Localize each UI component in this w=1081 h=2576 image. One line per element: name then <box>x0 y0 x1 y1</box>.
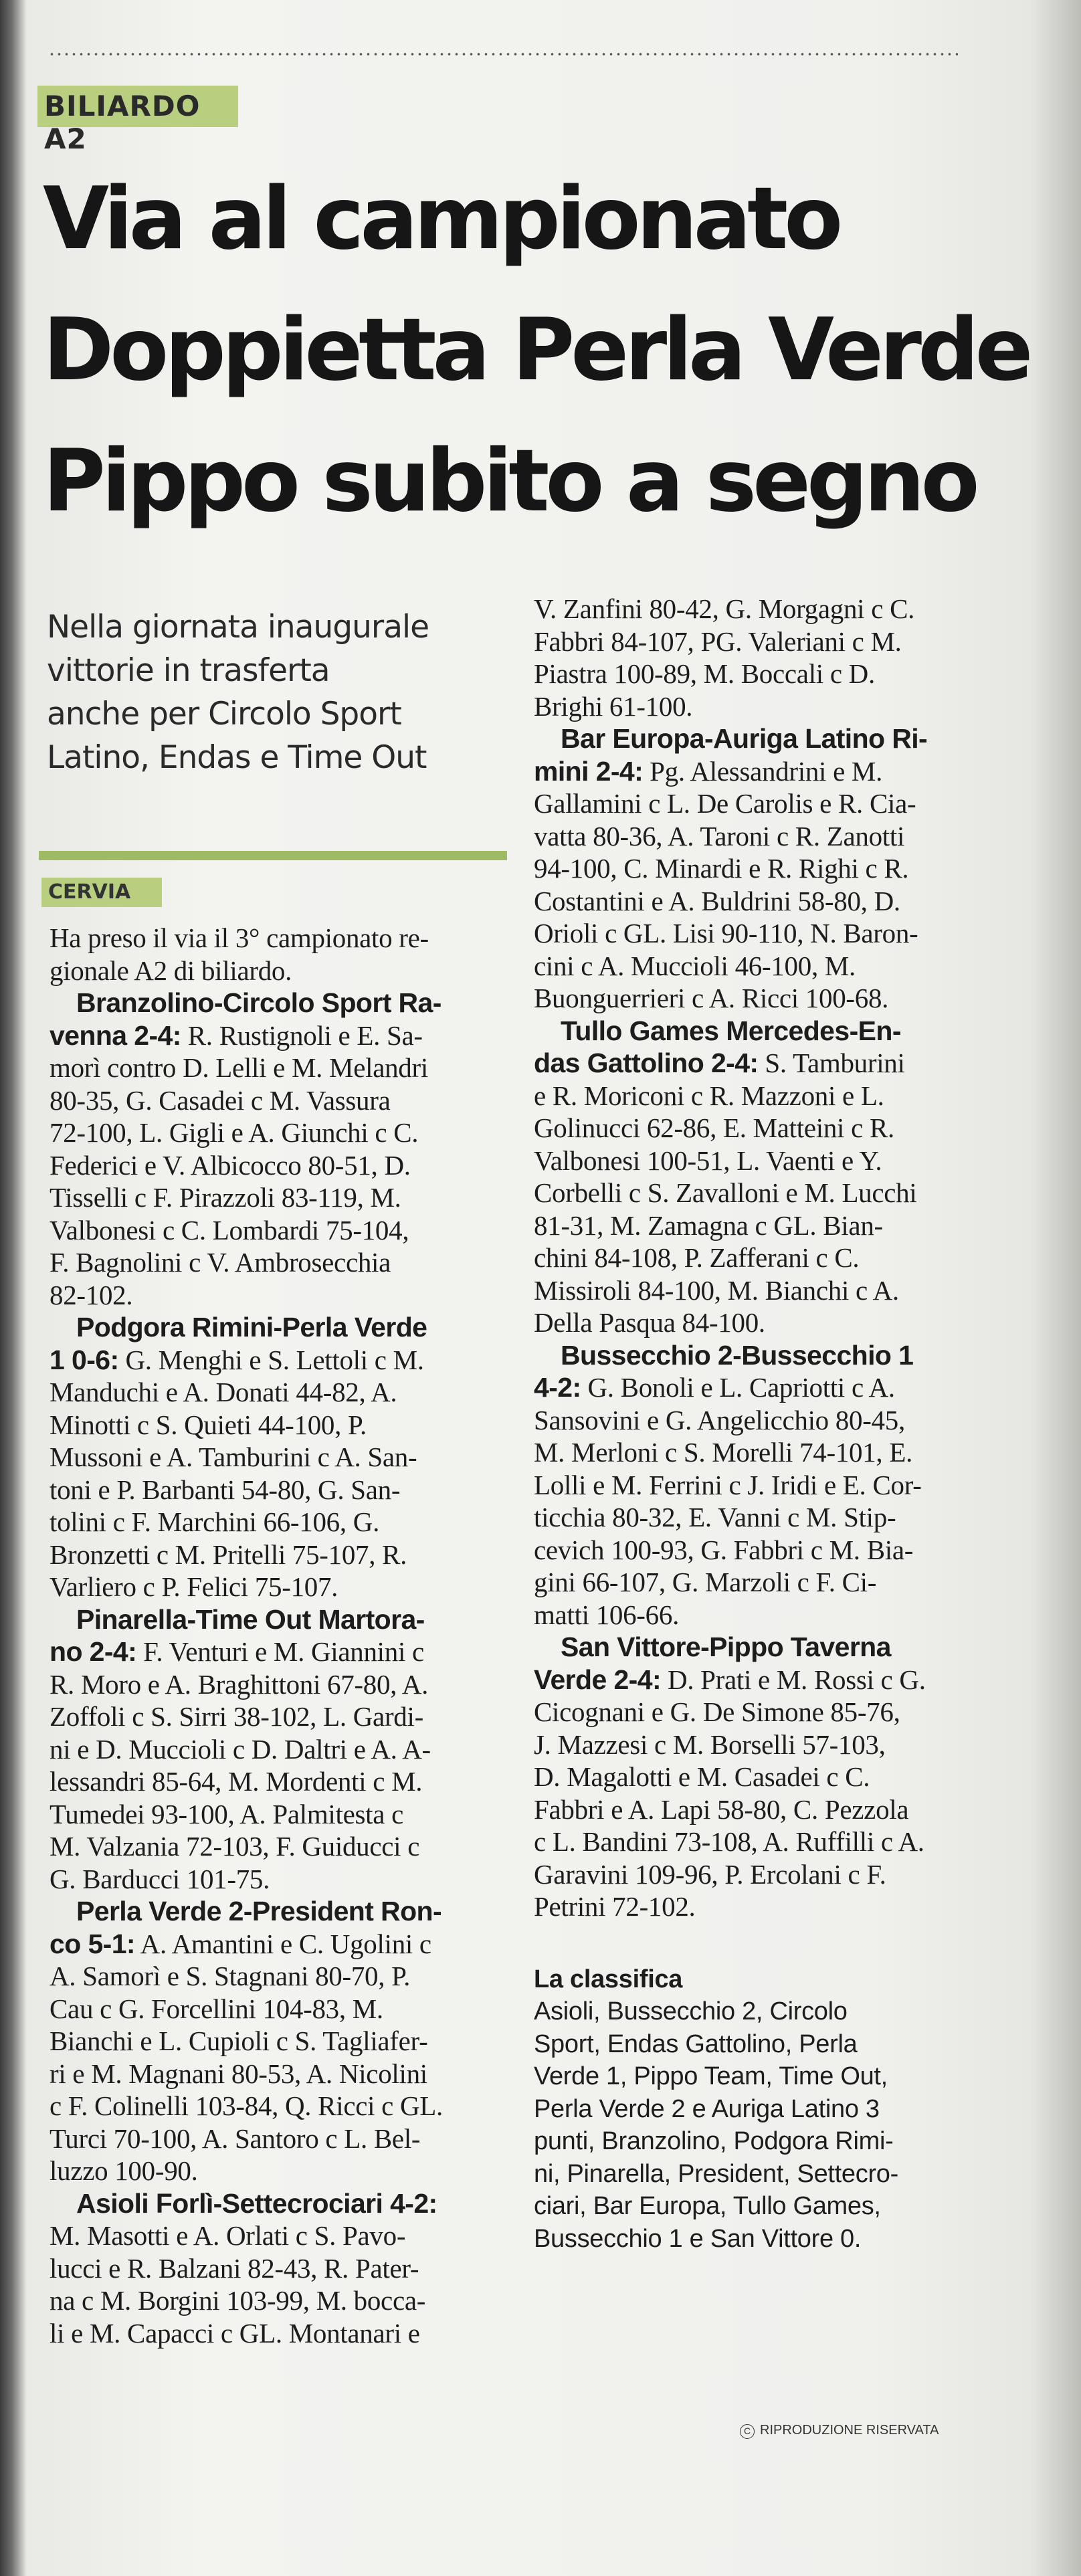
article-line <box>534 722 1022 755</box>
article-line <box>534 1242 1022 1274</box>
headline <box>43 154 1033 547</box>
line-text: gini 66-107, G. Marzoli c F. Ci- <box>534 1567 877 1597</box>
match-heading: Bussecchio 2-Bussecchio 1 <box>561 1339 914 1371</box>
article-line <box>534 1080 1022 1112</box>
article-line <box>534 1696 1022 1728</box>
line-text: Petrini 72-102. <box>534 1891 696 1922</box>
location-tag <box>41 878 162 907</box>
article-line <box>50 1246 531 1279</box>
line-text: Piastra 100-89, M. Boccali c D. <box>534 658 875 689</box>
article-line <box>534 1436 1022 1469</box>
article-line <box>534 1728 1022 1761</box>
line-text: Fabbri e A. Lapi 58-80, C. Pezzola <box>534 1793 909 1825</box>
match-heading: no 2-4: <box>50 1636 137 1667</box>
dotted-rule <box>48 51 958 58</box>
green-divider <box>39 851 507 860</box>
line-text: Sansovini e G. Angelicchio 80-45, <box>534 1404 905 1435</box>
line-text: F. Venturi e M. Giannini c <box>136 1636 424 1667</box>
match-heading: San Vittore-Pippo Taverna <box>561 1631 891 1662</box>
article-line <box>50 1636 531 1668</box>
line-text: 80-35, G. Casadei c M. Vassura <box>50 1084 391 1116</box>
line-text: vatta 80-36, A. Taroni c R. Zanotti <box>534 820 905 852</box>
match-heading: Branzolino-Circolo Sport Ra- <box>76 987 441 1018</box>
article-line <box>534 1177 1022 1209</box>
article-line <box>534 982 1022 1015</box>
article-line <box>534 885 1022 918</box>
section-label: BILIARDO A2 <box>44 90 201 155</box>
line-text: Missiroli 84-100, M. Bianchi c A. <box>534 1274 899 1306</box>
article-line <box>534 1404 1022 1437</box>
match-heading: co 5-1: <box>50 1928 135 1959</box>
article-line <box>50 2155 531 2187</box>
line-text: Gallamini c L. De Carolis e R. Cia- <box>534 788 916 819</box>
match-heading: Bar Europa-Auriga Latino Ri- <box>561 723 928 754</box>
line-text: F. Bagnolini c V. Ambrosecchia <box>50 1247 391 1278</box>
article-line <box>50 2252 531 2285</box>
line-text: Cau c G. Forcellini 104-83, M. <box>50 1993 383 2024</box>
article-line <box>534 1501 1022 1534</box>
line-text: 94-100, C. Minardi e R. Righi c R. <box>534 853 909 884</box>
line-text: tolini c F. Marchini 66-106, G. <box>50 1506 380 1537</box>
article-line <box>534 1793 1022 1826</box>
line-text: chini 84-108, P. Zafferani c C. <box>534 1242 860 1273</box>
subhead-line: anche per Circolo Sport <box>47 696 401 732</box>
article-line <box>534 1631 1022 1664</box>
article-line <box>534 1534 1022 1567</box>
line-text: 82-102. <box>50 1279 133 1310</box>
article-line <box>50 1084 531 1117</box>
line-text: ticchia 80-32, E. Vanni c M. Stip- <box>534 1502 896 1532</box>
article-line <box>50 2219 531 2252</box>
line-text: Minotti c S. Quieti 44-100, P. <box>50 1409 367 1440</box>
article-line <box>534 1469 1022 1502</box>
line-text: c L. Bandini 73-108, A. Ruffilli c A. <box>534 1826 924 1857</box>
article-line <box>50 1376 531 1409</box>
line-text: Manduchi e A. Donati 44-82, A. <box>50 1377 397 1407</box>
article-line <box>534 755 1022 788</box>
line-text: Pg. Alessandrini e M. <box>643 755 883 787</box>
line-text: gionale A2 di biliardo. <box>50 955 292 986</box>
standings-line: Sport, Endas Gattolino, Perla <box>534 2029 858 2058</box>
line-text: Della Pasqua 84-100. <box>534 1307 765 1338</box>
article-line <box>50 2025 531 2058</box>
article-line <box>50 1928 531 1961</box>
line-text: ni e D. Muccioli c D. Daltri e A. A- <box>50 1733 431 1765</box>
subhead-line: vittorie in trasferta <box>47 652 330 689</box>
line-text: M. Masotti e A. Orlati c S. Pavo- <box>50 2220 406 2251</box>
line-text: matti 106-66. <box>534 1599 680 1630</box>
match-heading: Pinarella-Time Out Martora- <box>76 1603 425 1635</box>
line-text: G. Menghi e S. Lettoli c M. <box>118 1344 424 1375</box>
article-line <box>50 1603 531 1636</box>
line-text: Bianchi e L. Cupioli c S. Tagliafer- <box>50 2025 428 2056</box>
line-text: Bronzetti c M. Pritelli 75-107, R. <box>50 1539 407 1570</box>
match-heading: Perla Verde 2-President Ron- <box>76 1896 442 1926</box>
line-text: e R. Moriconi c R. Mazzoni e L. <box>534 1080 884 1111</box>
article-line <box>534 1047 1022 1080</box>
line-text: D. Prati e M. Rossi c G. <box>661 1664 926 1695</box>
line-text: c F. Colinelli 103-84, Q. Ricci c GL. <box>50 2090 444 2121</box>
line-text: M. Merloni c S. Morelli 74-101, E. <box>534 1437 913 1468</box>
article-line <box>50 1149 531 1182</box>
line-text: J. Mazzesi c M. Borselli 57-103, <box>534 1728 886 1760</box>
line-text: R. Rustignoli e E. Sa- <box>181 1019 423 1051</box>
article-line <box>534 1890 1022 1923</box>
article-line <box>534 820 1022 853</box>
section-tag <box>37 86 238 155</box>
article-line <box>50 1116 531 1149</box>
headline-line: Pippo subito a segno <box>43 431 976 531</box>
article-line <box>50 1700 531 1733</box>
article-line <box>50 2058 531 2090</box>
article-line <box>50 2284 531 2317</box>
article-line <box>50 2090 531 2122</box>
article-line <box>50 1279 531 1312</box>
article-line <box>50 1441 531 1474</box>
article-line <box>534 1761 1022 1793</box>
copyright-notice <box>740 2423 939 2439</box>
article-line <box>534 1145 1022 1177</box>
article-line <box>534 1664 1022 1696</box>
article-line <box>50 1765 531 1798</box>
spacer <box>534 1923 1022 1963</box>
standings-line: Perla Verde 2 e Auriga Latino 3 <box>534 2094 880 2123</box>
article-line <box>534 1566 1022 1599</box>
standings-line: Asioli, Bussecchio 2, Circolo <box>534 1997 848 2025</box>
article-line <box>534 917 1022 950</box>
headline-line: Doppietta Perla Verde <box>43 300 1029 400</box>
line-text: Golinucci 62-86, E. Matteini c R. <box>534 1112 894 1143</box>
line-text: 72-100, L. Gigli e A. Giunchi c C. <box>50 1117 419 1148</box>
standings-line: Verde 1, Pippo Team, Time Out, <box>534 2062 888 2090</box>
article-line <box>50 1993 531 2025</box>
article-line <box>534 950 1022 983</box>
article-line <box>50 1668 531 1701</box>
article-line <box>534 1112 1022 1145</box>
line-text: M. Valzania 72-103, F. Guiducci c <box>50 1831 420 1862</box>
article-line <box>534 1825 1022 1858</box>
article-line <box>50 1052 531 1084</box>
article-line <box>50 2122 531 2155</box>
match-heading: Tullo Games Mercedes-En- <box>561 1015 901 1046</box>
article-line <box>534 690 1022 723</box>
line-text: S. Tamburini <box>758 1048 905 1078</box>
article-line <box>50 1863 531 1896</box>
match-heading: venna 2-4: <box>50 1019 181 1051</box>
article-line <box>50 2187 531 2220</box>
line-text: A. Samorì e S. Stagnani 80-70, P. <box>50 1961 411 1991</box>
line-text: cevich 100-93, G. Fabbri c M. Bia- <box>534 1534 914 1565</box>
article-line <box>50 1539 531 1571</box>
line-text: Federici e V. Albicocco 80-51, D. <box>50 1149 411 1181</box>
line-text: Turci 70-100, A. Santoro c L. Bel- <box>50 2122 421 2154</box>
article-line <box>50 1214 531 1247</box>
line-text: luzzo 100-90. <box>50 2155 198 2186</box>
article-line <box>534 1306 1022 1339</box>
article-line <box>534 1371 1022 1404</box>
article-line <box>50 1960 531 1993</box>
article-line <box>534 658 1022 690</box>
line-text: Fabbri 84-107, PG. Valeriani c M. <box>534 625 902 657</box>
line-text: cini c A. Muccioli 46-100, M. <box>534 950 856 981</box>
line-text: lessandri 85-64, M. Mordenti c M. <box>50 1766 423 1797</box>
line-text: Zoffoli c S. Sirri 38-102, L. Gardi- <box>50 1701 423 1732</box>
article-line <box>50 1409 531 1442</box>
article-line <box>534 625 1022 658</box>
line-text: Lolli e M. Ferrini c J. Iridi e E. Cor- <box>534 1469 922 1500</box>
line-text: Tumedei 93-100, A. Palmitesta c <box>50 1798 403 1829</box>
article-line <box>534 1015 1022 1048</box>
standings-line: ni, Pinarella, President, Settecro- <box>534 2159 898 2188</box>
article-line <box>534 1274 1022 1307</box>
article-line <box>50 1571 531 1603</box>
line-text: na c M. Borgini 103-99, M. bocca- <box>50 2285 426 2316</box>
line-text: Tisselli c F. Pirazzoli 83-119, M. <box>50 1182 401 1213</box>
line-text: Cicognani e G. De Simone 85-76, <box>534 1696 900 1727</box>
line-text: Orioli c GL. Lisi 90-110, N. Baron- <box>534 918 918 949</box>
line-text: ri e M. Magnani 80-53, A. Nicolini <box>50 2058 427 2089</box>
copyright-icon: C <box>740 2424 755 2439</box>
article-line <box>50 1830 531 1863</box>
subheadline <box>47 605 508 779</box>
line-text: G. Bonoli e L. Capriotti c A. <box>581 1372 895 1403</box>
article-line <box>534 1339 1022 1372</box>
line-text: Brighi 61-100. <box>534 690 693 722</box>
line-text: D. Magalotti e M. Casadei c C. <box>534 1761 870 1792</box>
article-line <box>50 1344 531 1377</box>
article-line <box>50 1506 531 1539</box>
match-heading: 4-2: <box>534 1372 581 1403</box>
article-line <box>50 1798 531 1831</box>
line-text: Valbonesi c C. Lombardi 75-104, <box>50 1214 409 1246</box>
headline-line: Via al campionato <box>43 169 840 269</box>
line-text: 81-31, M. Zamagna c GL. Bian- <box>534 1209 883 1241</box>
line-text: Costantini e A. Buldrini 58-80, D. <box>534 885 900 916</box>
line-text: morì contro D. Lelli e M. Melandri <box>50 1052 428 1083</box>
article-line <box>534 1599 1022 1631</box>
article-line <box>50 2317 531 2350</box>
line-text: Corbelli c S. Zavalloni e M. Lucchi <box>534 1177 917 1208</box>
article-line <box>50 955 531 987</box>
standings-line: ciari, Bar Europa, Tullo Games, <box>534 2192 881 2220</box>
match-heading: mini 2-4: <box>534 755 644 787</box>
match-heading: Podgora Rimini-Perla Verde <box>76 1312 427 1343</box>
line-text: R. Moro e A. Braghittoni 67-80, A. <box>50 1668 429 1700</box>
line-text: Varliero c P. Felici 75-107. <box>50 1571 338 1602</box>
article-line <box>50 1311 531 1344</box>
article-line <box>534 593 1022 625</box>
match-heading: Asioli Forlì-Settecrociari 4-2: <box>76 2187 437 2219</box>
match-heading: 1 0-6: <box>50 1344 119 1375</box>
standings-line: Bussecchio 1 e San Vittore 0. <box>534 2224 862 2253</box>
article-column-right <box>534 593 1022 2255</box>
article-column-left <box>50 922 531 2349</box>
line-text: Buonguerrieri c A. Ricci 100-68. <box>534 983 889 1013</box>
line-text: Valbonesi 100-51, L. Vaenti e Y. <box>534 1145 882 1176</box>
line-text: G. Barducci 101-75. <box>50 1863 270 1894</box>
article-line <box>50 1474 531 1506</box>
line-text: lucci e R. Balzani 82-43, R. Pater- <box>50 2252 419 2284</box>
subhead-line: Latino, Endas e Time Out <box>47 739 427 776</box>
article-line <box>50 922 531 955</box>
line-text: Garavini 109-96, P. Ercolani c F. <box>534 1858 886 1890</box>
match-heading: das Gattolino 2-4: <box>534 1048 759 1078</box>
line-text: Mussoni e A. Tamburini c A. San- <box>50 1442 417 1472</box>
article-line <box>534 1209 1022 1242</box>
standings-title: La classifica <box>534 1965 683 1993</box>
subhead-line: Nella giornata inaugurale <box>47 609 429 646</box>
line-text: Ha preso il via il 3° campionato re- <box>50 922 429 953</box>
article-line <box>534 852 1022 885</box>
line-text: toni e P. Barbanti 54-80, G. San- <box>50 1474 401 1505</box>
line-text: A. Amantini e C. Ugolini c <box>134 1928 431 1959</box>
article-line <box>50 1895 531 1928</box>
copyright-text: RIPRODUZIONE RISERVATA <box>760 2423 939 2438</box>
line-text: li e M. Capacci c GL. Montanari e <box>50 2317 420 2349</box>
article-line <box>50 1733 531 1766</box>
location-label: CERVIA <box>48 880 131 904</box>
match-heading: Verde 2-4: <box>534 1664 661 1695</box>
standings-line: punti, Branzolino, Podgora Rimi- <box>534 2127 894 2155</box>
article-line <box>50 1019 531 1052</box>
line-text: V. Zanfini 80-42, G. Morgagni c C. <box>534 593 915 624</box>
article-line <box>50 1181 531 1214</box>
article-line <box>534 787 1022 820</box>
article-line <box>534 1858 1022 1891</box>
article-line <box>50 987 531 1019</box>
